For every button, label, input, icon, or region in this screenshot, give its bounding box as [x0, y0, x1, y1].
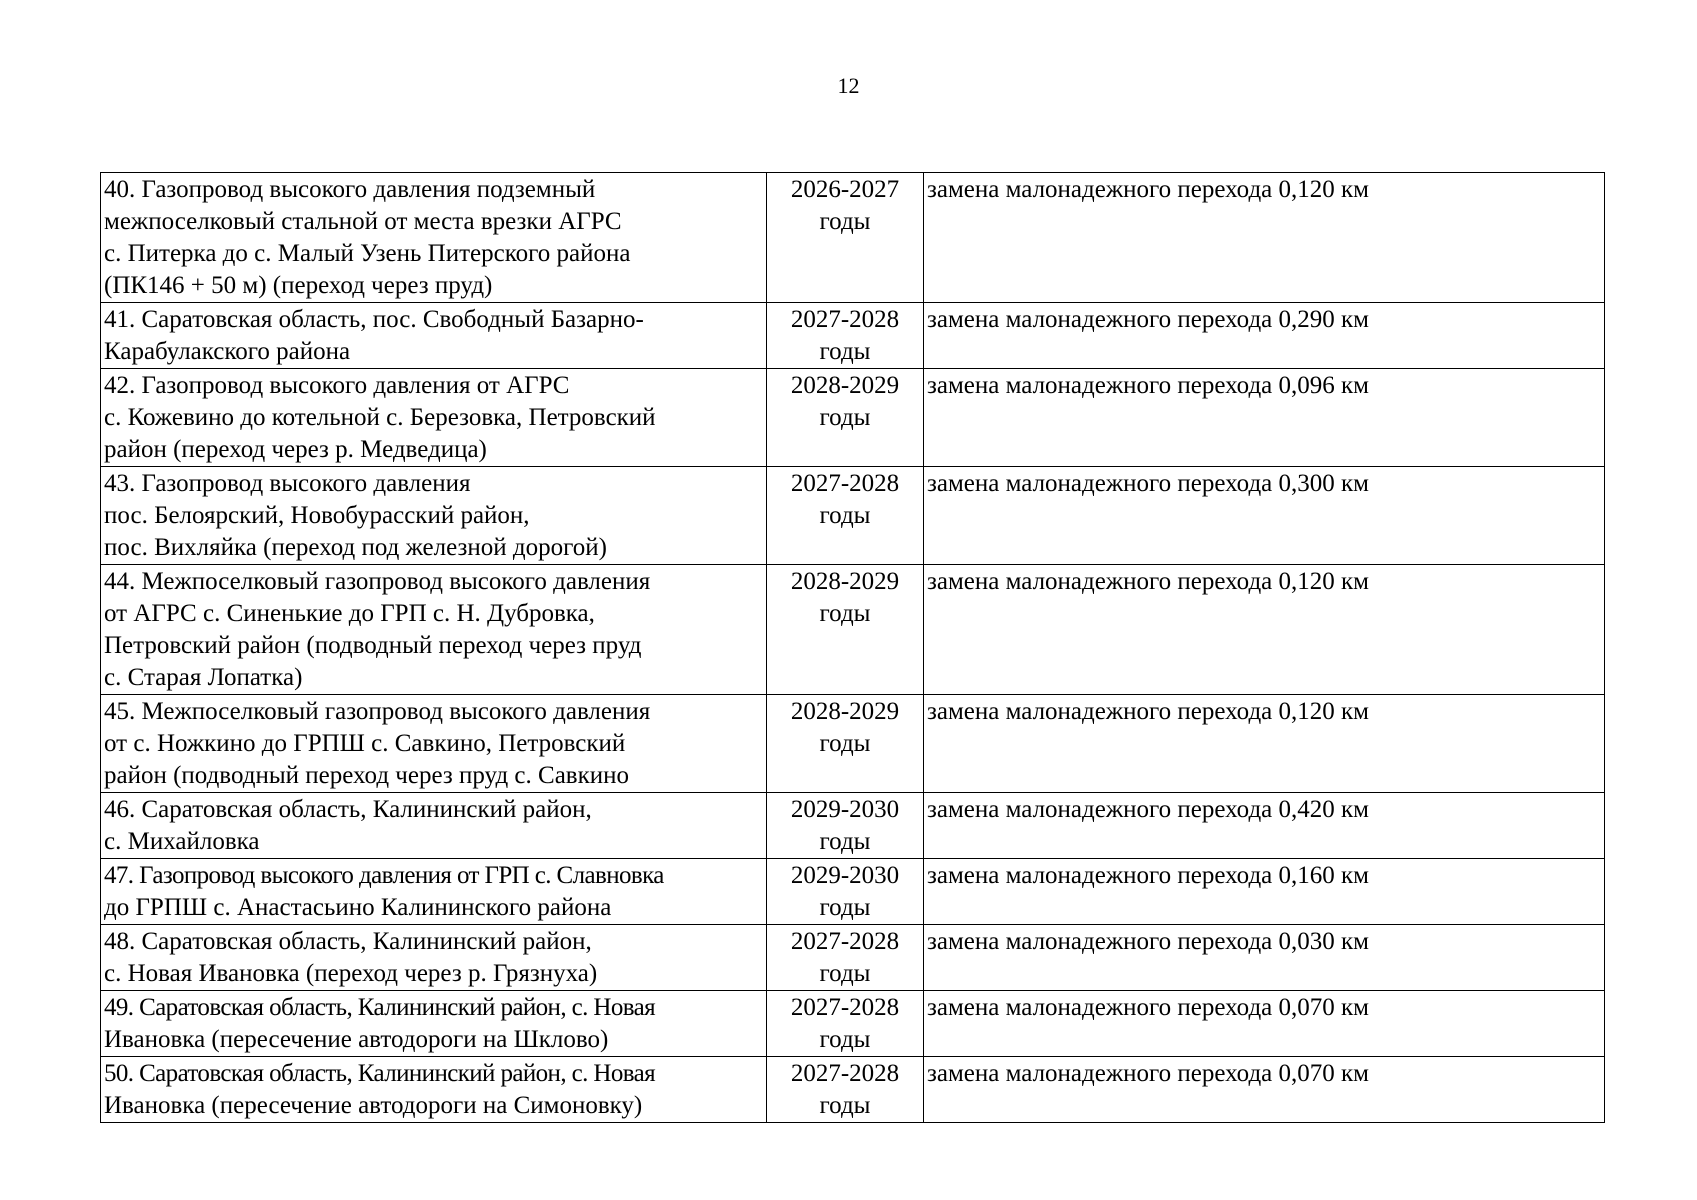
- object-name-line: Карабулакского района: [104, 338, 351, 365]
- object-name-line: Ивановка (пересечение автодороги на Шклово): [104, 1026, 609, 1053]
- object-name-cell: [101, 369, 767, 467]
- object-name-line: 47. Газопровод высокого давления от ГРП с. Славновка: [104, 862, 664, 889]
- work-cell: [924, 369, 1605, 467]
- object-name-line: 42. Газопровод высокого давления от АГРС: [104, 372, 570, 399]
- object-name-cell: [101, 1057, 767, 1123]
- years-cell: [767, 369, 924, 467]
- table-row: [101, 991, 1605, 1057]
- work-cell: [924, 695, 1605, 793]
- years-word: годы: [819, 502, 871, 529]
- years-cell: [767, 173, 924, 303]
- table-row: [101, 859, 1605, 925]
- table-row: [101, 1057, 1605, 1123]
- years-cell: [767, 303, 924, 369]
- object-name-line: пос. Белоярский, Новобурасский район,: [104, 502, 530, 529]
- work-description: замена малонадежного перехода 0,070 км: [927, 994, 1369, 1021]
- years-range: 2029-2030: [790, 796, 900, 823]
- object-name-line: район (переход через р. Медведица): [104, 436, 487, 463]
- object-name-line: район (подводный переход через пруд с. Савкино: [104, 762, 629, 789]
- table-row: [101, 925, 1605, 991]
- object-name-line: 45. Межпоселковый газопровод высокого давления: [104, 698, 651, 725]
- object-name-line: до ГРПШ с. Анастасьино Калининского района: [104, 894, 612, 921]
- years-word: годы: [819, 208, 871, 235]
- object-name-line: от с. Ножкино до ГРПШ с. Савкино, Петровский: [104, 730, 626, 757]
- object-name-cell: [101, 467, 767, 565]
- years-range: 2028-2029: [790, 372, 900, 399]
- work-cell: [924, 925, 1605, 991]
- years-word: годы: [819, 894, 871, 921]
- object-name-line: (ПК146 + 50 м) (переход через пруд): [104, 272, 493, 299]
- years-cell: [767, 925, 924, 991]
- gas-pipeline-table: [100, 172, 1605, 1123]
- object-name-cell: [101, 303, 767, 369]
- work-cell: [924, 303, 1605, 369]
- object-name-cell: [101, 991, 767, 1057]
- work-description: замена малонадежного перехода 0,160 км: [927, 862, 1369, 889]
- years-cell: [767, 467, 924, 565]
- object-name-line: Петровский район (подводный переход через пруд: [104, 632, 642, 659]
- table-row: [101, 303, 1605, 369]
- years-range: 2028-2029: [790, 698, 900, 725]
- years-word: годы: [819, 1026, 871, 1053]
- years-word: годы: [819, 960, 871, 987]
- object-name-line: с. Новая Ивановка (переход через р. Грязнуха): [104, 960, 598, 987]
- years-cell: [767, 793, 924, 859]
- years-word: годы: [819, 730, 871, 757]
- years-range: 2028-2029: [790, 568, 900, 595]
- work-description: замена малонадежного перехода 0,096 км: [927, 372, 1369, 399]
- object-name-line: с. Михайловка: [104, 828, 260, 855]
- years-cell: [767, 1057, 924, 1123]
- object-name-cell: [101, 565, 767, 695]
- work-cell: [924, 991, 1605, 1057]
- years-word: годы: [819, 600, 871, 627]
- object-name-cell: [101, 793, 767, 859]
- work-cell: [924, 467, 1605, 565]
- years-cell: [767, 991, 924, 1057]
- work-cell: [924, 565, 1605, 695]
- object-name-line: с. Питерка до с. Малый Узень Питерского района: [104, 240, 631, 267]
- years-range: 2029-2030: [790, 862, 900, 889]
- years-range: 2027-2028: [790, 1060, 900, 1087]
- object-name-line: 46. Саратовская область, Калининский район,: [104, 796, 592, 823]
- work-description: замена малонадежного перехода 0,420 км: [927, 796, 1369, 823]
- object-name-cell: [101, 695, 767, 793]
- object-name-line: пос. Вихляйка (переход под железной дорогой): [104, 534, 607, 561]
- object-name-cell: [101, 925, 767, 991]
- years-range: 2027-2028: [790, 994, 900, 1021]
- years-range: 2027-2028: [790, 470, 900, 497]
- years-cell: [767, 859, 924, 925]
- years-cell: [767, 565, 924, 695]
- object-name-line: 49. Саратовская область, Калининский район, с. Новая: [104, 994, 656, 1021]
- object-name-cell: [101, 859, 767, 925]
- work-description: замена малонадежного перехода 0,120 км: [927, 698, 1369, 725]
- object-name-line: с. Кожевино до котельной с. Березовка, Петровский: [104, 404, 656, 431]
- years-range: 2026-2027: [790, 176, 900, 203]
- table-row: [101, 173, 1605, 303]
- page-number: 12: [837, 73, 860, 98]
- object-name-line: 50. Саратовская область, Калининский район, с. Новая: [104, 1060, 656, 1087]
- work-description: замена малонадежного перехода 0,070 км: [927, 1060, 1369, 1087]
- years-word: годы: [819, 404, 871, 431]
- table-row: [101, 467, 1605, 565]
- work-cell: [924, 1057, 1605, 1123]
- object-name-cell: [101, 173, 767, 303]
- work-description: замена малонадежного перехода 0,120 км: [927, 176, 1369, 203]
- work-description: замена малонадежного перехода 0,290 км: [927, 306, 1369, 333]
- years-word: годы: [819, 828, 871, 855]
- table-row: [101, 565, 1605, 695]
- work-description: замена малонадежного перехода 0,120 км: [927, 568, 1369, 595]
- years-range: 2027-2028: [790, 928, 900, 955]
- object-name-line: с. Старая Лопатка): [104, 664, 303, 691]
- object-name-line: 43. Газопровод высокого давления: [104, 470, 471, 497]
- object-name-line: 41. Саратовская область, пос. Свободный Базарно-: [104, 306, 644, 333]
- work-cell: [924, 173, 1605, 303]
- years-range: 2027-2028: [790, 306, 900, 333]
- object-name-line: межпоселковый стальной от места врезки АГРС: [104, 208, 622, 235]
- work-description: замена малонадежного перехода 0,030 км: [927, 928, 1369, 955]
- object-name-line: Ивановка (пересечение автодороги на Симоновку): [104, 1092, 643, 1119]
- table-row: [101, 695, 1605, 793]
- years-cell: [767, 695, 924, 793]
- years-word: годы: [819, 1092, 871, 1119]
- object-name-line: 44. Межпоселковый газопровод высокого давления: [104, 568, 651, 595]
- work-description: замена малонадежного перехода 0,300 км: [927, 470, 1369, 497]
- years-word: годы: [819, 338, 871, 365]
- work-cell: [924, 793, 1605, 859]
- object-name-line: 48. Саратовская область, Калининский район,: [104, 928, 592, 955]
- work-cell: [924, 859, 1605, 925]
- object-name-line: 40. Газопровод высокого давления подземный: [104, 176, 596, 203]
- table-body: [101, 173, 1605, 1123]
- table-row: [101, 793, 1605, 859]
- object-name-line: от АГРС с. Синенькие до ГРП с. Н. Дубровка,: [104, 600, 595, 627]
- table-row: [101, 369, 1605, 467]
